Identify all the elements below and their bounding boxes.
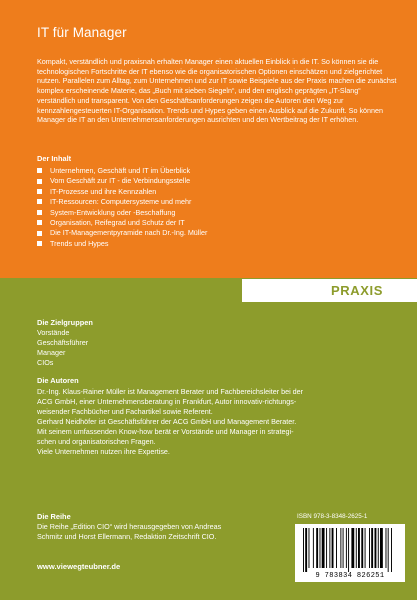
series-heading: Die Reihe	[37, 512, 71, 521]
author-bio-line: weisender Fachbücher und Fachartikel sowie Referent.	[37, 407, 213, 416]
square-bullet-icon	[37, 231, 42, 236]
target-groups-heading: Die Zielgruppen	[37, 318, 93, 327]
isbn-label: ISBN 978-3-8348-2625-1	[297, 513, 368, 520]
list-item	[37, 176, 207, 186]
list-item	[37, 239, 207, 249]
target-group-item: Geschäftsführer	[37, 338, 89, 347]
barcode-icon	[303, 528, 397, 572]
contents-heading: Der Inhalt	[37, 154, 72, 163]
book-description: Kompakt, verständlich und praxisnah erhalten Manager einen aktuellen Einblick in die IT. So können sie die technologischen Fortschritte der IT ebenso wie die organisatorischen Optionen einschätzen und zielgerichtet nutzen. Parallelen zum Alltag, zum Unternehmen und zur IT sowie Beispiele aus der Praxis machen die zunächst komplex erscheinende Materie, das „Buch mit sieben Siegeln“, und den englisch geprägten „IT-Slang“ verständlich und transparent. Von den Geschäftsanforderungen zeigen die Autoren den Weg zur kennzahlengesteuerten IT-Organisation. Trends und Hypes geben einen Ausblick auf die Zukunft. So können Manager die IT an den Unternehmensanforderungen ausrichten und den Wertbeitrag der IT erhöhen.	[37, 57, 397, 125]
author-bio-line: Mit seinem umfassenden Know-how berät er Vorstände und Manager in strategi-	[37, 427, 294, 436]
series-info-line: Die Reihe „Edition CIO“ wird herausgegeben von Andreas	[37, 522, 222, 531]
barcode-number: 9 783834 826251	[315, 572, 385, 580]
list-item	[37, 218, 207, 228]
series-badge-bar	[242, 279, 417, 302]
publisher-website: www.viewegteubner.de	[37, 562, 121, 571]
author-bio-line: Gerhard Neidhöfer ist Geschäftsführer der ACG GmbH und Management Berater.	[37, 417, 297, 426]
target-group-item: Manager	[37, 348, 66, 357]
authors-heading: Die Autoren	[37, 376, 79, 385]
list-item-text: Organisation, Reifegrad und Schutz der IT	[50, 217, 185, 227]
square-bullet-icon	[37, 199, 42, 204]
list-item-text: System-Entwicklung oder -Beschaffung	[50, 207, 176, 217]
target-group-item: CIOs	[37, 358, 54, 367]
author-bio-line: ACG GmbH, einer Unternehmensberatung in Frankfurt, Autor innovativ-richtungs-	[37, 397, 297, 406]
square-bullet-icon	[37, 220, 42, 225]
list-item-text: Unternehmen, Geschäft und IT im Überblick	[50, 166, 191, 175]
list-item	[37, 187, 207, 197]
author-bio-line: Viele Unternehmen nutzen ihre Expertise.	[37, 447, 170, 456]
list-item-text: Vom Geschäft zur IT - die Verbindungsstelle	[50, 176, 191, 186]
list-item-text: Trends und Hypes	[50, 238, 109, 248]
square-bullet-icon	[37, 241, 42, 246]
list-item-text: IT-Prozesse und ihre Kennzahlen	[50, 186, 157, 196]
list-item	[37, 166, 207, 176]
list-item	[37, 197, 207, 207]
author-bio-line: schen und organisatorischen Fragen.	[37, 437, 156, 446]
list-item-text: Die IT-Managementpyramide nach Dr.-Ing. Müller	[50, 228, 208, 238]
list-item	[37, 228, 207, 238]
series-badge-label: PRAXIS	[331, 283, 384, 298]
list-item-text: IT-Ressourcen: Computersysteme und mehr	[50, 197, 192, 207]
square-bullet-icon	[37, 189, 42, 194]
list-item	[37, 208, 207, 218]
square-bullet-icon	[37, 179, 42, 184]
contents-list	[37, 166, 207, 249]
author-bio-line: Dr.-Ing. Klaus-Rainer Müller ist Management Berater und Fachbereichsleiter bei der	[37, 387, 304, 396]
square-bullet-icon	[37, 168, 42, 173]
target-group-item: Vorstände	[37, 328, 70, 337]
book-title: IT für Manager	[37, 25, 127, 40]
square-bullet-icon	[37, 210, 42, 215]
series-info-line: Schmitz und Horst Ellermann, Redaktion Zeitschrift CIO.	[37, 532, 217, 541]
